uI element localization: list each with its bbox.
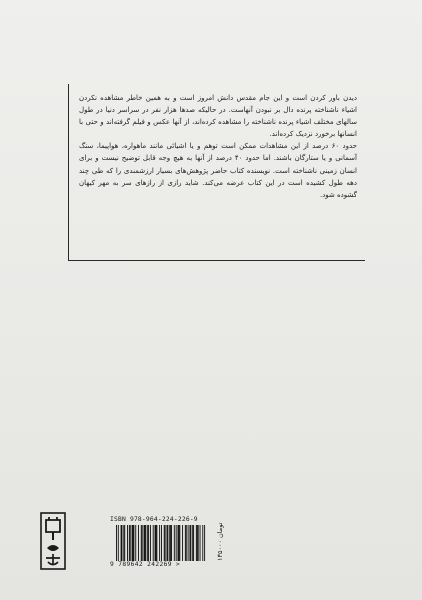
barcode-bar [142,525,143,561]
barcode-bar [135,525,136,561]
barcode-bar [133,525,134,561]
barcode-bar [165,525,166,561]
barcode-bar [193,525,194,561]
barcode-bar [200,525,201,561]
blurb-paragraph-1: دیدن باور کردن است و این جام مقدس دانش امروز است و به همین خاطر مشاهده نکردن اشیاء ناشناخته پرنده دال بر نبودن آنهاست. در حالیکه صدها هزار نفر در سراسر دنیا در طول سالهای مختلف اشیاء پرنده ناشناخته را مشاهده کرده‌اند، از آنها عکس و فیلم گرفته‌اند و حتی با انسانها برخورد نزدیک کرده‌اند. [79,94,357,139]
barcode-bar [192,525,193,561]
barcode-bar [176,525,177,561]
barcode-bar [130,525,131,561]
barcode-bar [170,525,171,561]
price-label: ۱۳۵۰۰۰ تومان [216,522,224,562]
blurb-frame [68,84,365,261]
barcode-bar [161,525,162,561]
barcode-bar [132,525,133,561]
barcode-bar [156,525,157,561]
blurb-text [79,92,357,201]
barcode-bar [178,525,179,561]
barcode-bar [150,525,151,561]
barcode-bar [178,525,179,561]
barcode-bar [124,525,125,561]
barcode-bar [144,525,145,561]
barcode-bar [174,525,175,561]
barcode-bar [155,525,156,561]
barcode-bar [167,525,168,561]
barcode-bar [190,525,191,561]
publisher-logo-icon [40,512,66,570]
barcode-bar [127,525,128,561]
barcode-bar [148,525,149,561]
barcode-bar [145,525,146,561]
barcode-bar [196,525,197,561]
barcode-bar [147,525,148,561]
barcode-bar [197,525,198,561]
isbn-number: ISBN 978-964-224-226-9 [110,516,198,523]
barcode-bar [155,525,156,561]
blurb-paragraph-2: حدود ۶۰ درصد از این مشاهدات ممکن است توهم و یا اشیائی مانند ماهواره، هواپیما، سنگ آسمانی و یا ستارگان باشند. اما حدود ۴۰ درصد از آنها به هیچ وجه قابل توضیح نیست و برای انسان زمینی ناشناخته است. نویسنده کتاب حاضر پژوهش‌های بسیار ارزشمندی را که طی چند دهه طول کشیده است در این کتاب عرضه می‌کند. شاید رازی از رازهای سر به مهر کیهان گشوده شود. [79,142,357,199]
barcode-bar [169,525,170,561]
barcode-bar [138,525,139,561]
barcode-bar [116,525,117,561]
barcode-bar [171,525,172,561]
barcode-digits: 9 789642 242269 > [110,561,181,568]
barcode-bar [123,525,124,561]
barcode-bar [159,525,160,561]
barcode-bar [121,525,122,561]
barcode-bar [167,525,168,561]
barcode-bar [133,525,134,561]
barcode-bars [116,525,206,561]
barcode-bar [185,525,186,561]
barcode-bar [144,525,145,561]
barcode-bar [182,525,183,561]
barcode-bar [122,525,123,561]
barcode-bar [186,525,187,561]
barcode-bar [141,525,142,561]
barcode-bar [153,525,154,561]
barcode-bar [179,525,180,561]
barcode-bar [129,525,130,561]
barcode-bar [202,525,203,561]
barcode-bar [118,525,119,561]
isbn-barcode [110,516,210,570]
barcode-bar [164,525,165,561]
barcode-bar [204,525,205,561]
barcode-bar [188,525,189,561]
barcode-bar [198,525,199,561]
barcode-bar [189,525,190,561]
